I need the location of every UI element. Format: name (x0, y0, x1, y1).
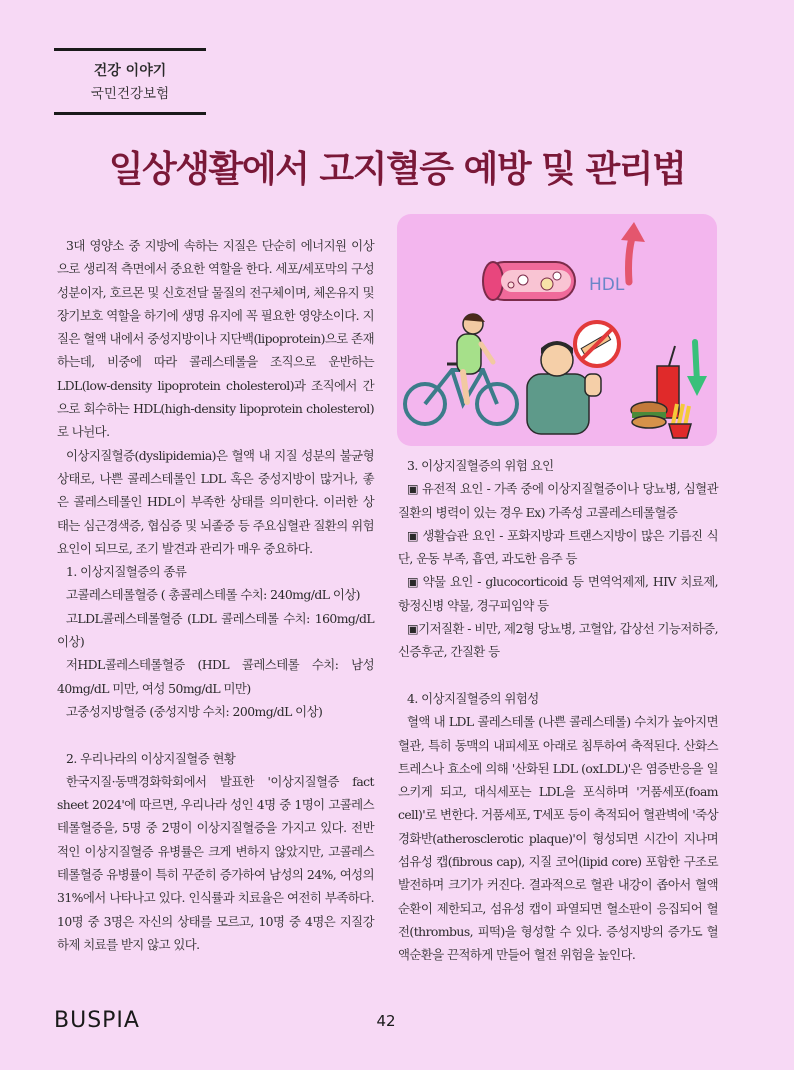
spacer (57, 723, 374, 746)
blood-vessel-icon (483, 262, 575, 300)
article-title: 일상생활에서 고지혈증 예방 및 관리법 (108, 149, 686, 190)
left-column (57, 234, 374, 956)
publication-logo: BUSPIA (54, 1008, 140, 1033)
right-column (398, 454, 718, 967)
risk-factor-genetic: ▣ 유전적 요인 - 가족 중에 이상지질혈증이나 당뇨병, 심혈관 질환의 병력이 있는 경우 Ex) 가족성 고콜레스테롤혈증 (398, 481, 718, 520)
type-item-4: 고중성지방혈증 (중성지방 수치: 200mg/dL 이상) (66, 703, 323, 719)
type-item-2: 고LDL콜레스테롤혈증 (LDL 콜레스테롤 수치: 160mg/dL 이상) (57, 610, 374, 650)
fast-food-icon (631, 346, 691, 438)
section-3-title: 3. 이상지질혈증의 위험 요인 (407, 458, 554, 473)
intro-paragraph: 3대 영양소 중 지방에 속하는 지질은 단순히 에너지원 이상으로 생리적 측면에서 중요한 역할을 한다. 세포/세포막의 구성성분이자, 호르몬 및 신호전달 물질의 전구체이며, 체온유지 및 장기보호 역할을 하기에 생명 유지에 꼭 필요한 영양소이다. 지질은 혈액 내에서 중성지방이나 지단백(lipoprotein)으로 존재하는데, 비중에 따라 콜레스테롤을 조직으로 운반하는 LDL(low-density lipoprotein cholesterol)과 조직에서 간으로 회수하는 HDL(high-density lipoprotein cholesterol)로 나뉜다. (57, 238, 374, 440)
no-smoking-icon (575, 322, 619, 366)
arrow-down-icon (687, 342, 707, 396)
section-source: 국민건강보험 (90, 86, 170, 102)
section-2-title: 2. 우리나라의 이상지질혈증 현황 (66, 750, 236, 766)
section-2-body: 한국지질·동맥경화학회에서 발표한 '이상지질혈증 fact sheet 2024'에 따르면, 우리나라 성인 4명 중 1명이 고콜레스테롤혈증을, 5명 중 2명이 이상지질혈증을 가지고 있다. 전반적인 이상지질혈증 유병률은 크게 변하지 않았지만, 고콜레스테롤혈증 유병률이 특히 꾸준히 증가하여 남성의 24%, 여성의 31%에서 나타나고 있다. 인식률과 치료율은 여전히 부족하다. 10명 중 3명은 자신의 상태를 모르고, 10명 중 4명은 지질강하제 치료를 받지 않고 있다. (57, 773, 374, 952)
risk-factor-disease: ▣기저질환 - 비만, 제2형 당뇨병, 고혈압, 갑상선 기능저하증, 신증후군, 간질환 등 (398, 621, 718, 660)
page-number: 42 (376, 1012, 396, 1030)
risk-factor-drug: ▣ 약물 요인 - glucocorticoid 등 면역억제제, HIV 치료제, 항정신병 약물, 경구피임약 등 (398, 574, 718, 613)
type-item-3: 저HDL콜레스테롤혈증 (HDL 콜레스테롤 수치: 남성 40mg/dL 미만, 여성 50mg/dL 미만) (57, 657, 374, 696)
section-4-title: 4. 이상지질혈증의 위험성 (407, 690, 539, 706)
section-1-title: 1. 이상지질혈증의 종류 (66, 564, 187, 580)
cyclist-icon (405, 313, 517, 424)
spacer (398, 664, 718, 687)
section-tag (54, 48, 206, 115)
hdl-label: HDL (589, 275, 625, 295)
lifestyle-illustration (397, 214, 717, 446)
section-4-body: 혈액 내 LDL 콜레스테롤 (나쁜 콜레스테롤) 수치가 높아지면 혈관, 특히 동맥의 내피세포 아래로 침투하여 축적된다. 산화스트레스나 효소에 의해 '산화된 LDL (oxLDL)'은 염증반응을 일으키게 되고, 대식세포는 LDL을 포식하며 '거품세포(foam cell)'로 변한다. 거품세포, T세포 등이 축적되어 혈관벽에 '죽상경화반(atherosclerotic plaque)'이 형성되면 시간이 지나며 섬유성 캡(fibrous cap), 지질 코어(lipid core) 포함한 구조로 발전하며 크기가 커진다. 결과적으로 혈관 내강이 좁아서 혈액순환이 제한되고, 섬유성 캡이 파열되면 혈소판이 응집되어 혈전(thrombus, 피떡)을 형성할 수 있다. 증성지방의 증가도 혈액순환을 끈적하게 만들어 혈전 위험을 높인다. (398, 714, 718, 963)
type-item-1: 고콜레스테롤혈증 ( 총콜레스테롤 수치: 240mg/dL 이상) (66, 587, 360, 603)
definition-paragraph: 이상지질혈증(dyslipidemia)은 혈액 내 지질 성분의 불균형 상태로, 나쁜 콜레스테롤인 LDL 혹은 중성지방이 많거나, 좋은 콜레스테롤인 HDL이 부족한 상태를 의미한다. 이러한 상태는 심근경색증, 협심증 및 뇌졸중 등 주요심혈관 질환의 위험 요인이 되므로, 조기 발견과 관리가 매우 중요하다. (57, 447, 374, 556)
risk-factor-lifestyle: ▣ 생활습관 요인 - 포화지방과 트랜스지방이 많은 기름진 식단, 운동 부족, 흡연, 과도한 음주 등 (398, 527, 718, 567)
arrow-up-icon (621, 222, 645, 282)
section-category: 건강 이야기 (93, 63, 167, 79)
illustration-svg (397, 214, 717, 446)
